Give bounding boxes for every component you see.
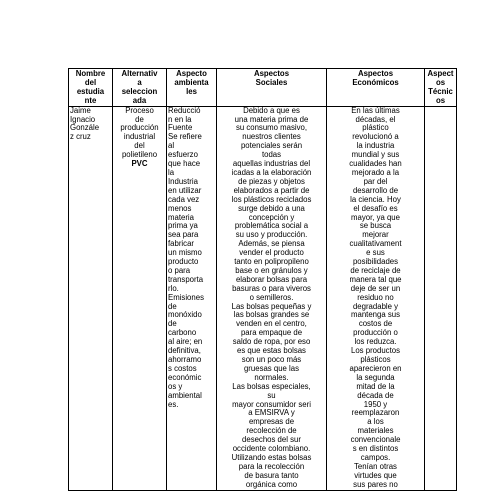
table-row [69,106,457,490]
cell-environmental-aspects: Reducció n en la Fuente Se refiere al esfuerzo que hace la Industria en utilizar cada vez menos materia prima ya sea para fabricar un mismo producto o para transporta rlo. Emisiones de monóxido de carbono al aire; en definitiva, ahorramo s costos económic os y ambiental es. [167,106,217,490]
header-row [69,69,457,107]
cell-technical-aspects [425,106,457,490]
cell-social-aspects: Debido a que es una materia prima de su consumo masivo, nuestros clientes potenciales serán todas aquellas industrias del icadas a la elaboración de piezas y objetos elaborados a partir de los plásticos reciclados surge debido a una concepción y problemática social a su uso y producción. Además, se piensa vender el producto tanto en polipropileno base o en gránulos y elaborar bolsas para basuras o para viveros o semilleros. Las bolsas pequeñas y las bolsas grandes se venden en el centro, para empaque de saldo de ropa, por eso es que estas bolsas son un poco más gruesas que las normales. Las bolsas especiales, su mayor consumidor seri a EMSIRVA y empresas de recolección de desechos del sur occidente colombiano. Utilizando estas bolsas para la recolección de basura tanto orgánica como [217,106,327,490]
header-environmental-aspects: Aspecto ambienta les [167,69,217,107]
header-economic-aspects: Aspectos Económicos [327,69,425,107]
alternative-pvc-text: PVC [131,159,148,169]
header-student-name: Nombre del estudia nte [69,69,113,107]
alternative-text: Proceso de producción industrial del polietileno [120,106,159,160]
cell-student-name: Jaime Ignacio Gonzále z cruz [69,106,113,490]
project-table [68,68,457,491]
cell-selected-alternative [113,106,167,490]
cell-economic-aspects: En las últimas décadas, el plástico revolucionó a la industria mundial y sus cualidades han mejorado a la par del desarrollo de la ciencia. Hoy el desafío es mayor, ya que se busca mejorar cualitativament e sus posibilidades de reciclaje de manera tal que deje de ser un residuo no degradable y mantenga sus costos de producción o los reduzca. Los productos plásticos aparecieron en la segunda mitad de la década de 1950 y reemplazaron a los materiales convencionale s en distintos campos. Tenían otras virtudes que sus pares no [327,106,425,490]
header-social-aspects: Aspectos Sociales [217,69,327,107]
header-technical-aspects: Aspect os Técnic os [425,69,457,107]
header-selected-alternative: Alternativ a seleccion ada [113,69,167,107]
